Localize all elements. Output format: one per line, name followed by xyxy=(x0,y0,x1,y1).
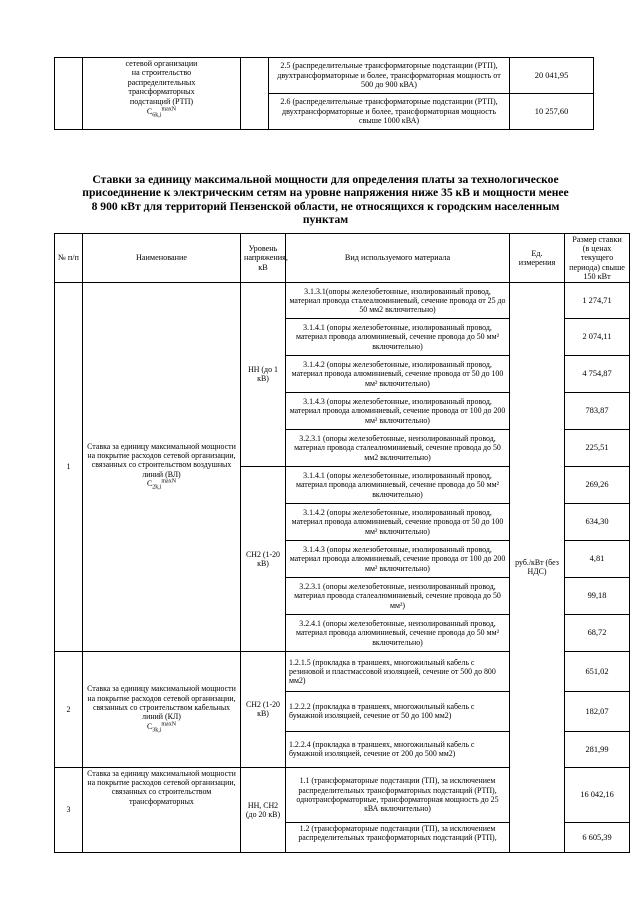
material-cell: 3.1.4.1 (опоры железобетонные, изолированный провод, материал провода алюминиевый, сечение провода до 50 мм² включительно) xyxy=(286,318,510,355)
voltage-level: НН, СН2 (до 20 кВ) xyxy=(241,767,286,852)
formula-symbol: $С_{2k,i}^{maxN}$ xyxy=(146,478,177,492)
unit-cell: руб./кВт (без НДС) xyxy=(510,282,565,852)
voltage-level: СН2 (1-20 кВ) xyxy=(241,651,286,767)
header-unit: Ед. измерения xyxy=(510,234,565,283)
num-cell xyxy=(55,58,83,130)
section-num: 2 xyxy=(55,651,83,767)
material-cell: 2.6 (распределительные трансформаторные подстанции (РТП), двухтрансформаторные и более, трансформаторная мощность свыше 1000 кВА) xyxy=(269,94,510,130)
name-line: сетевой организации xyxy=(125,59,198,68)
material-cell: 1.2.1.5 (прокладка в траншеях, многожильный кабель с резиновой и пластмассовой изоляцией, сечение от 500 до 800 мм2) xyxy=(286,651,510,691)
rate-value: 6 605,39 xyxy=(565,822,630,852)
section-name: Ставка за единицу максимальной мощности на покрытие расходов сетевой организации, связанных со строительством кабельных линий (КЛ) xyxy=(87,684,236,722)
material-cell: 1.2.2.4 (прокладка в траншеях, многожильный кабель с бумажной изоляцией, сечение от 200 до 500 мм2) xyxy=(286,731,510,767)
section-name-cell xyxy=(83,651,241,767)
header-name: Наименование xyxy=(83,234,241,283)
material-cell: 3.1.4.3 (опоры железобетонные, изолированный провод, материал провода алюминиевый, сечение провода от 100 до 200 мм² включительно) xyxy=(286,392,510,429)
formula-symbol: $С_{3k,i}^{maxN}$ xyxy=(146,721,177,734)
rate-value: 783,87 xyxy=(565,392,630,429)
rate-value: 1 274,71 xyxy=(565,282,630,318)
material-cell: 3.1.3.1(опоры железобетонные, изолированный провод, материал провода сталеалюминиевый, сечение провода от 25 до 50 мм2 включительно) xyxy=(286,282,510,318)
header-voltage: Уровень напряжения, кВ xyxy=(241,234,286,283)
material-cell: 1.2 (трансформаторные подстанции (ТП), за исключением распределительных трансформаторных подстанций (РТП), xyxy=(286,822,510,852)
material-cell: 3.1.4.1 (опоры железобетонные, изолированный провод, материал провода алюминиевый, сечение провода до 50 мм² включительно) xyxy=(286,466,510,503)
section-title xyxy=(56,173,595,227)
rate-value: 4 754,87 xyxy=(565,355,630,392)
material-cell: 2.5 (распределительные трансформаторные подстанции (РТП), двухтрансформаторные и более, трансформаторная мощность от 500 до 900 кВА) xyxy=(269,58,510,94)
table-row xyxy=(55,58,594,94)
section-name-cell xyxy=(83,767,241,852)
section-num: 1 xyxy=(55,282,83,651)
rate-value: 2 074,11 xyxy=(565,318,630,355)
voltage-cell xyxy=(241,58,269,130)
material-cell: 3.1.4.2 (опоры железобетонные, изолированный провод, материал провода алюминиевый, сечение провода от 50 до 100 мм² включительно) xyxy=(286,355,510,392)
section-name: Ставка за единицу максимальной мощности на покрытие расходов сетевой организации, связанных со строительством воздушных линий (ВЛ) xyxy=(87,441,236,479)
name-line: подстанций (РТП) xyxy=(129,96,194,106)
material-cell: 3.2.3.1 (опоры железобетонные, неизолированный провод, материал провода сталеалюминиевый, сечение провода до 50 мм²) xyxy=(286,577,510,614)
formula-symbol: $С_{6k,i}^{maxN}$ xyxy=(146,106,177,119)
voltage-level: НН (до 1 кВ) xyxy=(241,282,286,466)
material-cell: 3.1.4.2 (опоры железобетонные, изолированный провод, материал провода алюминиевый, сечение провода от 50 до 100 мм² включительно) xyxy=(286,503,510,540)
material-cell: 1.1 (трансформаторные подстанции (ТП), за исключением распределительных трансформаторных подстанций (РТП), однотрансформаторные, трансформаторная мощность до 25 кВА включительно) xyxy=(286,767,510,822)
rate-value: 4,81 xyxy=(565,540,630,577)
rate-value: 10 257,60 xyxy=(510,94,594,130)
title-line: 8 900 кВт для территорий Пензенской области, не относящихся к городским населенным xyxy=(91,199,560,213)
rate-value: 99,18 xyxy=(565,577,630,614)
title-line: Ставки за единицу максимальной мощности для определения платы за технологическое xyxy=(92,173,559,186)
title-line: пунктам xyxy=(302,213,349,227)
header-rate: Размер ставки (в ценах текущего периода) свыше 150 кВт xyxy=(565,234,630,283)
section-name-cell xyxy=(83,282,241,651)
rate-value: 225,51 xyxy=(565,429,630,466)
rates-table xyxy=(54,233,630,853)
name-line: трансформаторных xyxy=(128,87,195,97)
name-cell xyxy=(83,58,241,130)
header-material: Вид используемого материала xyxy=(286,234,510,283)
rate-value: 20 041,95 xyxy=(510,58,594,94)
voltage-level: СН2 (1-20 кВ) xyxy=(241,466,286,651)
rate-value: 68,72 xyxy=(565,614,630,651)
rate-value: 182,07 xyxy=(565,691,630,731)
title-line: присоединение к электрическим сетям на уровне напряжения ниже 35 кВ и мощности менее xyxy=(82,186,569,200)
material-cell: 3.2.4.1 (опоры железобетонные, неизолированный провод, материал провода алюминиевый, сечение провода до 50 мм² включительно) xyxy=(286,614,510,651)
table-row xyxy=(55,282,630,318)
rate-value: 281,99 xyxy=(565,731,630,767)
continuation-table xyxy=(54,57,594,130)
name-line: на строительство xyxy=(131,68,192,78)
header-num: № п/п xyxy=(55,234,83,283)
name-line: распределительных xyxy=(127,77,196,87)
rate-value: 269,26 xyxy=(565,466,630,503)
material-cell: 3.1.4.3 (опоры железобетонные, изолированный провод, материал провода алюминиевый, сечение провода от 100 до 200 мм² включительно) xyxy=(286,540,510,577)
section-num: 3 xyxy=(55,767,83,852)
section-name: Ставка за единицу максимальной мощности на покрытие расходов сетевой организации, связанных со строительством трансформаторных xyxy=(87,768,236,806)
rate-value: 651,02 xyxy=(565,651,630,691)
material-cell: 3.2.3.1 (опоры железобетонные, неизолированный провод, материал провода сталеалюминиевый, сечение провода до 50 мм2 включительно) xyxy=(286,429,510,466)
material-cell: 1.2.2.2 (прокладка в траншеях, многожильный кабель с бумажной изоляцией, сечение от 50 до 100 мм2) xyxy=(286,691,510,731)
rate-value: 16 042,16 xyxy=(565,767,630,822)
rate-value: 634,30 xyxy=(565,503,630,540)
table-header-row xyxy=(55,234,630,283)
